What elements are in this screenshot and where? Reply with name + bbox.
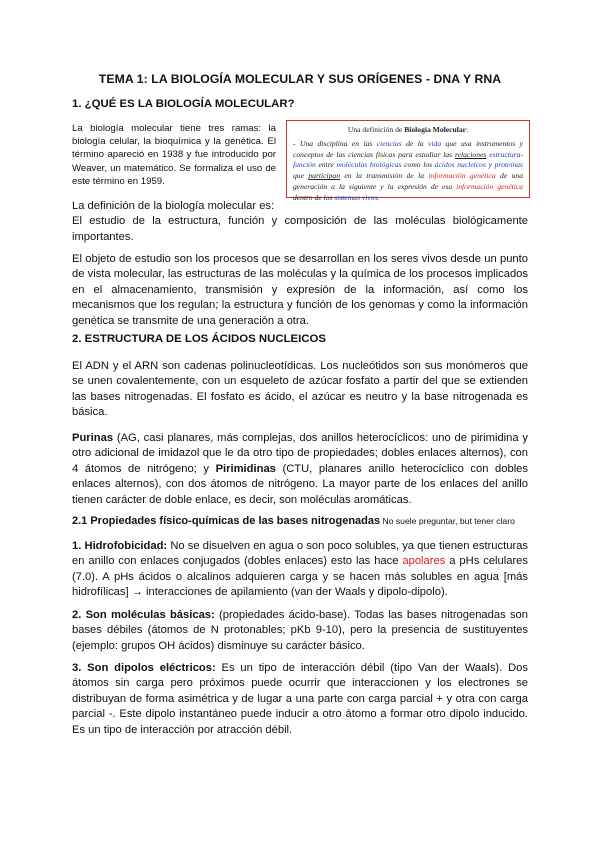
section-1-heading: 1. ¿QUÉ ES LA BIOLOGÍA MOLECULAR?	[72, 98, 295, 110]
property-basicas: 2. Son moléculas básicas: (propiedades ácido-base). Todas las bases nitrogenadas son bases débiles (átomos de N protonables; pKb 9-10), pero la presencia de sustituyentes (ejemplo: grupos OH ácidos) disminuye su carácter básico.	[72, 609, 528, 652]
definition-box-title: Una definición de Biología Molecular:	[347, 125, 469, 134]
intro-paragraph: La biología molecular tiene tres ramas: la biología celular, la bioquímica y la genética. El término apareció en 1938 y fue introducido por Weaver, un matemático. Se formaliza el uso de este término en 1959.	[72, 123, 276, 187]
property-hidrofobicidad: 1. Hidrofobicidad: No se disuelven en agua o son poco solubles, ya que tienen estructuras en anillo con enlaces conjugados (dobles enlaces) esto las hace apolares a pHs celulares (7.0). A pHs ácidos o alcalinos adquieren carga y se hacen más solubles en agua [más hidrofílicas] → interacciones de apilamiento (van der Waals y dipolo-dipolo).	[72, 540, 528, 599]
definition-lead: La definición de la biología molecular es:	[72, 200, 275, 212]
page-title: TEMA 1: LA BIOLOGÍA MOLECULAR Y SUS ORÍGENES - DNA Y RNA	[98, 72, 502, 86]
definition-box	[286, 120, 530, 202]
definition-text: El estudio de la estructura, función y composición de las moléculas biológicamente importantes.	[72, 215, 528, 243]
section-2-heading: 2. ESTRUCTURA DE LOS ÁCIDOS NUCLEICOS	[72, 333, 326, 345]
apolares-highlight: apolares	[402, 555, 446, 568]
section-1-paragraph-2: El objeto de estudio son los procesos que se desarrollan en los seres vivos desde un punto de vista molecular, las estructuras de las moléculas y la química de los procesos implicados en el almacenamiento, transmisión y expresión de la información, así como los mecanismos que los regulan; la estructura y función de los genomas y como la información genética se transmite de una generación a otra.	[72, 253, 528, 327]
pirimidinas-label: Pirimidinas	[215, 462, 276, 475]
definition-box-body: - Una disciplina en las ciencias de la vida que usa instrumentos y conceptos de las ciencias físicas para estudiar las relaciones estructura-función entre moléculas biológicas como los ácidos nucleicos y proteínas que participan en la transmisión de la información genética de una generación a la siguiente y la expresión de esa información genética dentro de los sistemas vivos.	[293, 138, 524, 202]
bases-paragraph: Purinas (AG, casi planares, más complejas, dos anillos heterocíclicos: uno de pirimidina y otro adicional de imidazol que le da otro tipo de propiedades; dobles enlaces alternos), con 4 átomos de nitrógeno; y Pirimidinas (CTU, planares anillo heterocíclico con dobles enlaces alternos), con dos átomos de nitrógeno. La mayor parte de los enlaces del anillo tienen carácter de doble enlace, es decir, son moléculas aromáticas.	[72, 432, 528, 506]
definition-block	[72, 199, 528, 245]
purinas-label: Purinas	[72, 432, 114, 444]
subsection-note: No suele preguntar, but tener claro	[380, 516, 515, 526]
subsection-2-1-heading: 2.1 Propiedades físico-químicas de las bases nitrogenadas No suele preguntar, but tener claro	[72, 515, 515, 527]
property-dipolos: 3. Son dipolos eléctricos: Es un tipo de interacción débil (tipo Van der Waals). Dos átomos sin carga pero próximos puede ocurrir que interaccionen y los electrones se distribuyan de forma asimétrica y de lugar a una parte con carga parcial + y otra con carga parcial -. Este dipolo instantáneo puede inducir a otro átomo a formar otro dipolo inducido. Es un tipo de interacción por atracción débil.	[72, 662, 528, 736]
section-2-paragraph-1: El ADN y el ARN son cadenas polinucleotídicas. Los nucleótidos son sus monómeros que se unen covalentemente, con un esqueleto de azúcar fosfato a partir del que se extienden las bases nitrogenadas. El fosfato es ácido, el azúcar es neutro y la base nitrogenada es básica.	[72, 360, 528, 419]
